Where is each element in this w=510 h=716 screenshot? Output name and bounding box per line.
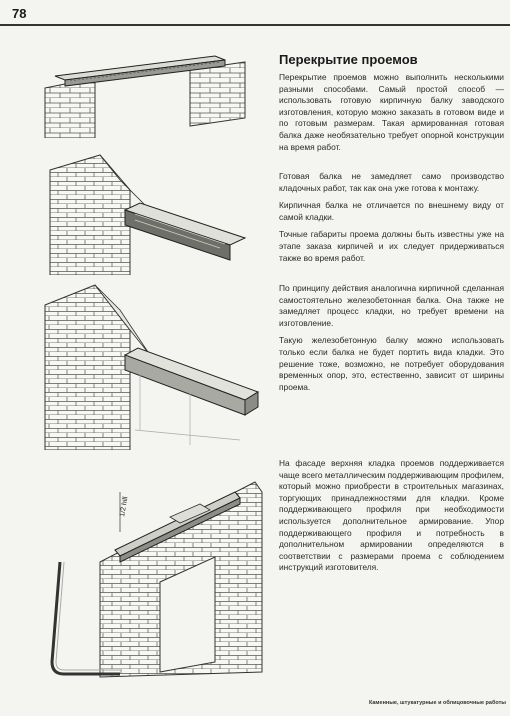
text-block-4 [279, 458, 504, 580]
illustration-lintel-opening [40, 48, 265, 138]
paragraph: Перекрытие проемов можно выполнить несколькими разными способами. Самый простой способ — использовать готовую кирпичную балку заводского изготовления, которую можно заказать в готовом виде и по готовым размерам. Такая армированная готовая балка даже необязательно требует опорной конструкции на время работ. [279, 72, 504, 152]
paragraph: По принципу действия аналогична кирпичной сделанная самостоятельно железобетонная балка. Она также не замедляет процесс кладки, но требует времени на изготовление. [279, 283, 504, 328]
paragraph: На фасаде верхняя кладка проемов поддерживается чаще всего металлическим поддерживающим профилем, который можно приобрести в строительных магазинах, торгующих принадлежностями для кладки. Кроме поддерживающего профиля при необходимости используется дополнительное армирование. Упор поддерживающего профиля и потребность в дополнительном армировании определяются в соответствии с размерами проема с соблюдением инструкций изготовителя. [279, 458, 504, 573]
paragraph: Готовая балка не замедляет само производство кладочных работ, так как она уже готова к монтажу. [279, 171, 504, 193]
page-footer: Каменные, штукатурные и облицовочные работы [368, 700, 506, 706]
paragraph: Кирпичная балка не отличается по внешнему виду от самой кладки. [279, 200, 504, 222]
header-rule [0, 24, 510, 26]
text-block-1 [279, 72, 504, 159]
fig4-label: 1/2 hill [119, 496, 130, 518]
section-title: Перекрытие проемов [279, 52, 418, 67]
text-block-3 [279, 283, 504, 399]
text-block-2 [279, 171, 504, 270]
paragraph: Такую железобетонную балку можно использовать только если балка не будет портить вида кладки. Это решение тоже, возможно, не потребует оборудования временных опор, это, естественно, зависит от ширины проема. [279, 335, 504, 392]
illustration-concrete-beam [40, 280, 265, 450]
paragraph: Точные габариты проема должны быть известны уже на этапе заказа кирпичей и их следует придерживаться также во время работ. [279, 229, 504, 263]
illustration-steel-profile [40, 462, 265, 692]
page-number: 78 [12, 6, 27, 21]
illustration-lintel-placement [40, 150, 265, 275]
